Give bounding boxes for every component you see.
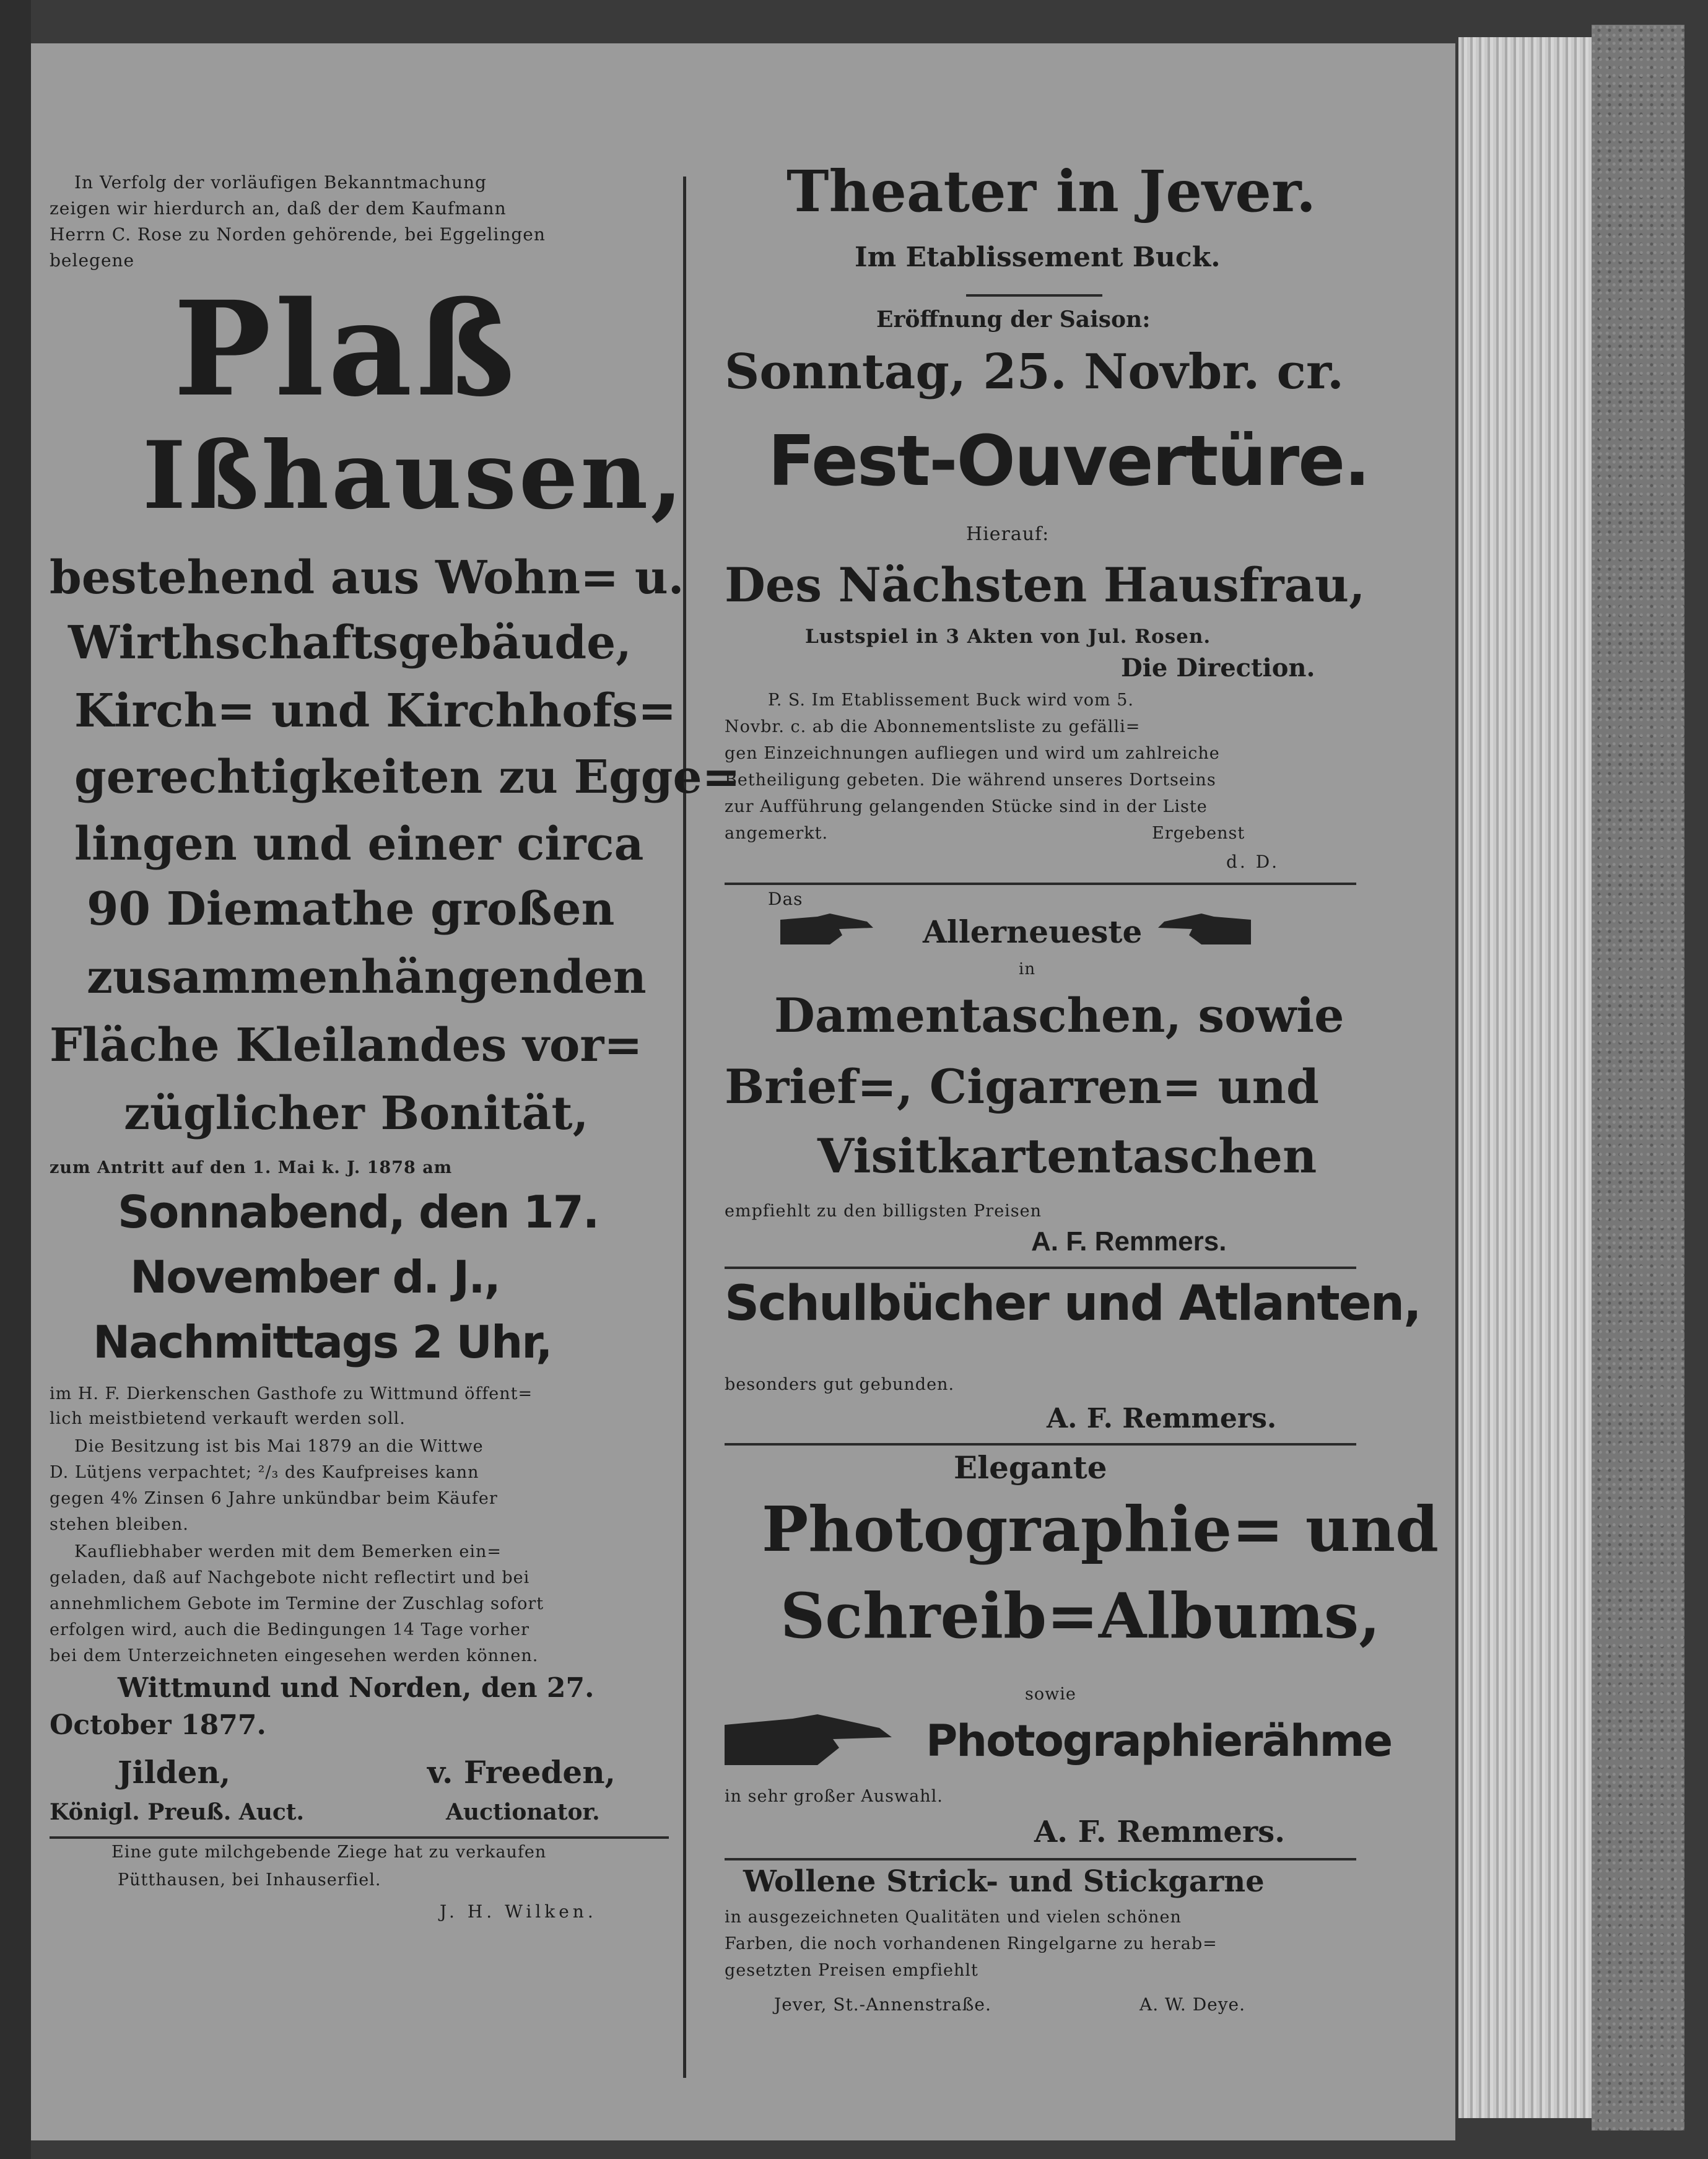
page-left-edge — [0, 0, 31, 2159]
ergebenst: Ergebenst — [1152, 824, 1245, 843]
book-cover-edge — [1592, 25, 1684, 2131]
albums-line: Schreib=Albums, — [780, 1579, 1380, 1652]
desc-line: lingen und einer circa — [74, 818, 644, 871]
deye-signature: A. W. Deye. — [1139, 1994, 1246, 2015]
pointing-hand-right-icon — [725, 1709, 892, 1777]
elegante: Elegante — [954, 1449, 1107, 1486]
body-line: Kaufliebhaber werden mit dem Bemerken ein= — [74, 1542, 502, 1561]
desc-line: züglicher Bonität, — [124, 1087, 589, 1140]
play-subtitle: Lustspiel in 3 Akten von Jul. Rosen. — [805, 626, 1211, 648]
desc-line: bestehend aus Wohn= u. — [50, 551, 684, 604]
body-line: Die Besitzung ist bis Mai 1879 an die Wittwe — [74, 1437, 484, 1456]
yarn-line: gesetzten Preisen empfiehlt — [725, 1961, 978, 1980]
body-line: erfolgen wird, auch die Bedingungen 14 Tage vorher — [50, 1620, 530, 1639]
auswahl-line: in sehr großer Auswahl. — [725, 1787, 943, 1806]
theater-subtitle: Im Etablissement Buck. — [855, 242, 1221, 273]
bags-line: Brief=, Cigarren= und — [725, 1059, 1320, 1114]
intro-line: In Verfolg der vorläufigen Bekanntmachung — [74, 172, 487, 193]
remmers-signature: A. F. Remmers. — [1034, 1815, 1285, 1849]
signature-title: Auctionator. — [446, 1799, 600, 1825]
season-line: Eröffnung der Saison: — [876, 307, 1151, 333]
desc-line: gerechtigkeiten zu Egge= — [74, 751, 741, 804]
fest-title: Fest-Ouvertüre. — [768, 421, 1369, 502]
das-word: Das — [768, 889, 803, 909]
intro-line: zeigen wir hierdurch an, daß der dem Kaufmann — [50, 198, 507, 219]
albums-line: Photographie= und — [762, 1493, 1439, 1566]
body-line: stehen bleiben. — [50, 1515, 189, 1534]
hierauf: Hierauf: — [966, 523, 1050, 545]
desc-line: Kirch= und Kirchhofs= — [74, 684, 677, 738]
ps-line: gen Einzeichnungen aufliegen und wird um zahlreiche — [725, 744, 1220, 763]
antritt-line: zum Antritt auf den 1. Mai k. J. 1878 am — [50, 1158, 453, 1177]
signature-name: Jilden, — [118, 1754, 231, 1790]
short-rule — [966, 294, 1102, 297]
ps-line: P. S. Im Etablissement Buck wird vom 5. — [768, 691, 1134, 710]
remmers-signature: A. F. Remmers. — [1047, 1403, 1277, 1434]
jever-address: Jever, St.-Annenstraße. — [774, 1994, 991, 2015]
desc-line: 90 Diemathe großen — [87, 883, 615, 936]
headline-plaz: Plaß — [173, 273, 519, 425]
goat-line: Pütthausen, bei Inhauserfiel. — [118, 1870, 381, 1890]
yarn-line: in ausgezeichneten Qualitäten und vielen schönen — [725, 1908, 1182, 1927]
goat-signature: J. H. Wilken. — [440, 1901, 597, 1922]
desc-line: zusammenhängenden — [87, 951, 647, 1004]
in-word: in — [1019, 960, 1036, 979]
direction: Die Direction. — [1121, 653, 1315, 683]
desc-line: Wirthschaftsgebäude, — [68, 616, 632, 670]
theater-title: Theater in Jever. — [786, 158, 1316, 225]
pointing-hand-left-icon — [1158, 910, 1251, 954]
ps-line: angemerkt. — [725, 824, 829, 843]
pointing-hand-right-icon — [780, 910, 873, 954]
sowie: sowie — [1025, 1685, 1076, 1704]
body-line: bei dem Unterzeichneten eingesehen werden können. — [50, 1646, 539, 1665]
section-divider — [725, 1443, 1356, 1446]
allerneueste: Allerneueste — [923, 914, 1143, 950]
goat-line: Eine gute milchgebende Ziege hat zu verkaufen — [111, 1843, 547, 1862]
headline-place: Ißhausen, — [142, 421, 686, 530]
ps-line: Novbr. c. ab die Abonnementsliste zu gefälli= — [725, 717, 1141, 736]
bags-line: Damentaschen, sowie — [774, 988, 1344, 1043]
section-divider — [725, 1858, 1356, 1860]
bags-line: Visitkartentaschen — [817, 1128, 1317, 1184]
body-line: im H. F. Dierkenschen Gasthofe zu Wittmund öffent= — [50, 1384, 533, 1403]
intro-line: Herrn C. Rose zu Norden gehörende, bei Eggelingen — [50, 224, 546, 245]
date-line: November d. J., — [130, 1251, 500, 1303]
section-divider — [725, 883, 1356, 885]
remmers-signature: A. F. Remmers. — [1031, 1226, 1227, 1257]
section-divider — [50, 1836, 669, 1839]
yarn-line: Farben, die noch vorhandenen Ringelgarne zu herab= — [725, 1934, 1218, 1953]
body-line: geladen, daß auf Nachgebote nicht reflectirt und bei — [50, 1568, 530, 1587]
schoolbooks-title: Schulbücher und Atlanten, — [725, 1276, 1421, 1332]
dd-signature: d. D. — [1226, 852, 1280, 872]
signature-name: v. Freeden, — [427, 1754, 616, 1790]
frames-title: Photographierähme — [926, 1716, 1392, 1766]
body-line: D. Lütjens verpachtet; ²/₃ des Kaufpreises kann — [50, 1463, 479, 1482]
section-divider — [725, 1267, 1356, 1269]
date-line: Nachmittags 2 Uhr, — [93, 1316, 552, 1368]
newspaper-page — [31, 43, 1455, 2140]
ps-line: Betheiligung gebeten. Die während unseres Dortseins — [725, 770, 1216, 790]
play-title: Des Nächsten Hausfrau, — [725, 557, 1366, 613]
body-line: gegen 4% Zinsen 6 Jahre unkündbar beim Käufer — [50, 1489, 498, 1508]
empfiehlt-line: empfiehlt zu den billigsten Preisen — [725, 1202, 1042, 1221]
place-date: Wittmund und Norden, den 27. — [118, 1672, 595, 1704]
body-line: lich meistbietend verkauft werden soll. — [50, 1409, 406, 1428]
body-line: annehmlichem Gebote im Termine der Zuschlag sofort — [50, 1594, 544, 1613]
signature-title: Königl. Preuß. Auct. — [50, 1799, 304, 1825]
yarn-title: Wollene Strick- und Stickgarne — [743, 1864, 1265, 1899]
intro-line: belegene — [50, 250, 135, 271]
sunday-line: Sonntag, 25. Novbr. cr. — [725, 344, 1344, 400]
ps-line: zur Aufführung gelangenden Stücke sind in der Liste — [725, 797, 1208, 816]
date-line: Sonnabend, den 17. — [118, 1186, 599, 1238]
desc-line: Fläche Kleilandes vor= — [50, 1019, 643, 1072]
bound-line: besonders gut gebunden. — [725, 1375, 955, 1394]
place-date: October 1877. — [50, 1709, 266, 1741]
